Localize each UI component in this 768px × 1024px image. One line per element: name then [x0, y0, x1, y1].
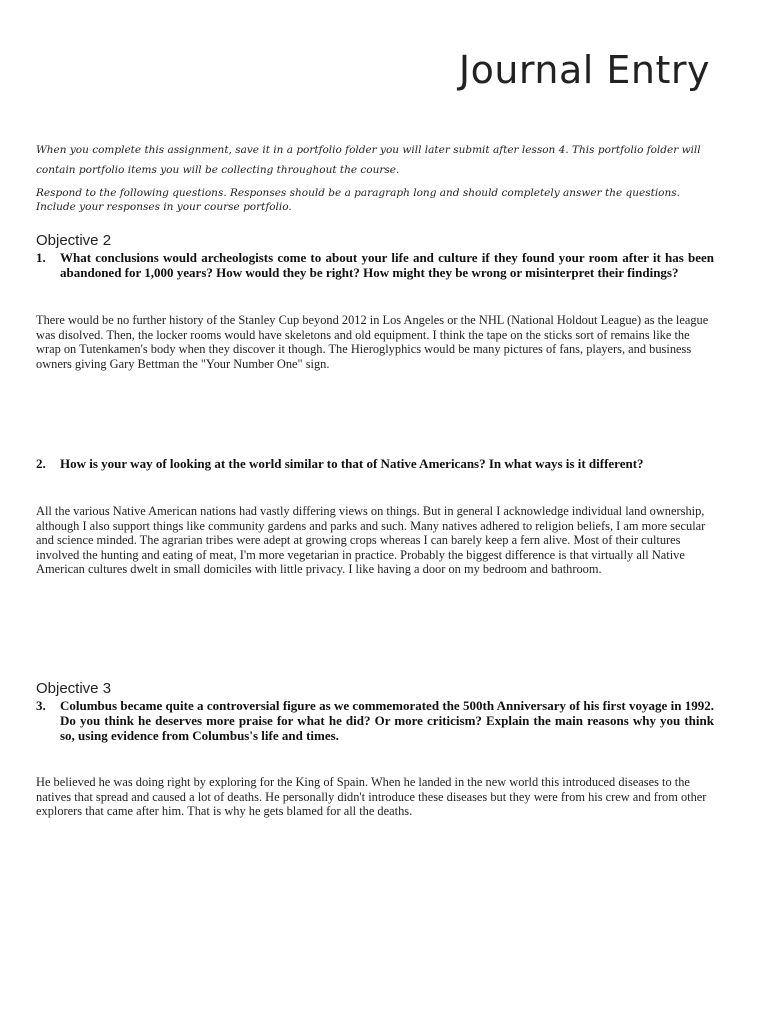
question-text: Columbus became quite a controversial figure as we commemorated the 500th Anniversary of his first voyage in 1992. Do you think he deserves more praise for what he did? Or more criticism? Explain the main reasons why you think so, using evidence from Columbus's life and times.: [60, 698, 714, 743]
section-heading-objective-3: Objective 3: [36, 680, 112, 697]
instructions-paragraph: Respond to the following questions. Responses should be a paragraph long and should completely answer the questions. Include your responses in your course portfolio.: [36, 187, 680, 213]
answer-1: There would be no further history of the Stanley Cup beyond 2012 in Los Angeles or the NHL (National Holdout League) as the league was disolved. Then, the locker rooms would have skeletons and old equipment. I think the tape on the sticks sort of remains like the wrap on Tutenkamen's body when they discover it though. The Hieroglyphics would be many pictures of fans, players, and business owners giving Gary Bettman the "Your Number One" sign.: [36, 313, 709, 371]
page-title: Journal Entry: [458, 48, 710, 92]
question-number: 3.: [36, 698, 46, 713]
answer-2: All the various Native American nations had vastly differing views on things. But in general I acknowledge individual land ownership, although I also support things like community gardens and parks and such. Many natives adhered to religion beliefs, I am more secular and science minded. The agrarian tribes were adept at growing crops whereas I can barely keep a fern alive. Most of their cultures involved the hunting and eating of meat, I'm more vegetarian in practice. Probably the biggest difference is that virtually all Native American cultures dwelt in small domiciles with little privacy. I like having a door on my bedroom and bathroom.: [36, 504, 706, 576]
question-3: [36, 698, 714, 743]
question-1: [36, 250, 714, 280]
question-number: 1.: [36, 250, 46, 265]
answer-3: He believed he was doing right by exploring for the King of Spain. When he landed in the new world this introduced diseases to the natives that spread and caused a lot of deaths. He personally didn't introduce these diseases but they were from his crew and from other explorers that came after him. That is why he gets blamed for all the deaths.: [36, 775, 707, 818]
section-heading-objective-2: Objective 2: [36, 232, 112, 249]
question-text: How is your way of looking at the world similar to that of Native Americans? In what ways is it different?: [60, 456, 644, 471]
instructions-paragraph: When you complete this assignment, save it in a portfolio folder you will later submit after lesson 4. This portfolio folder will contain portfolio items you will be collecting throughout the course.: [36, 144, 701, 176]
question-2: [36, 456, 714, 471]
question-text: What conclusions would archeologists come to about your life and culture if they found your room after it has been abandoned for 1,000 years? How would they be right? How might they be wrong or misinterpret their findings?: [60, 250, 714, 280]
question-number: 2.: [36, 456, 46, 471]
